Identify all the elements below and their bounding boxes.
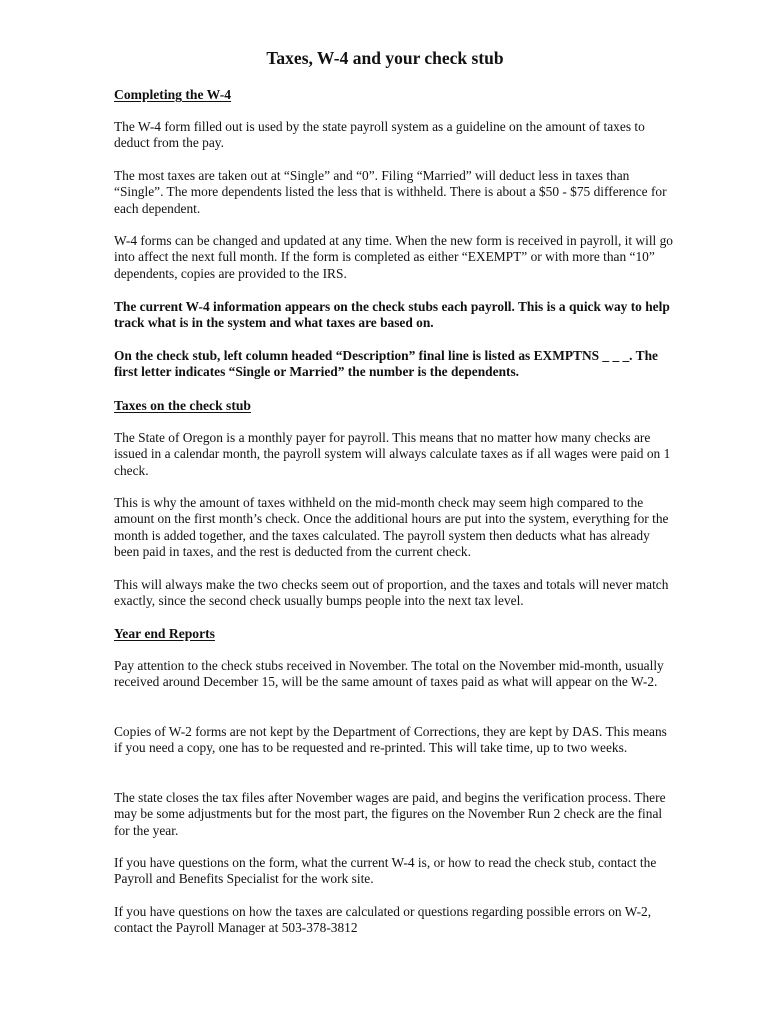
paragraph-bold: The current W-4 information appears on the check stubs each payroll. This is a quick way to help track what is in the system and what taxes are based on. — [114, 299, 670, 331]
paragraph: The W-4 form filled out is used by the state payroll system as a guideline on the amount of taxes to deduct from the pay. — [114, 119, 645, 151]
paragraph-bold: On the check stub, left column headed “Description” final line is listed as EXMPTNS _ _ _. The first letter indicates “Single or Married” the number is the dependents. — [114, 348, 658, 380]
section-heading-year-end-reports: Year end Reports — [114, 626, 215, 641]
paragraph: W-4 forms can be changed and updated at any time. When the new form is received in payroll, it will go into affect the next full month. If the form is completed as either “EXEMPT” or with more than “10” dependents, copies are provided to the IRS. — [114, 233, 674, 281]
paragraph: The most taxes are taken out at “Single” and “0”. Filing “Married” will deduct less in taxes than “Single”. The more dependents listed the less that is withheld. There is about a $50 - $75 difference for each dependent. — [114, 168, 667, 216]
paragraph: If you have questions on the form, what the current W-4 is, or how to read the check stub, contact the Payroll and Benefits Specialist for the work site. — [114, 855, 657, 887]
section-heading-completing-w4: Completing the W-4 — [114, 87, 232, 102]
paragraph: This is why the amount of taxes withheld on the mid-month check may seem high compared to the amount on the first month’s check. Once the additional hours are put into the system, everything for the month is added together, and the taxes calculated. The payroll system then deducts what has already been paid in taxes, and the rest is deducted from the current check. — [114, 495, 669, 560]
paragraph: If you have questions on how the taxes are calculated or questions regarding possible errors on W-2, contact the Payroll Manager at 503-378-3812 — [114, 904, 652, 936]
paragraph: This will always make the two checks seem out of proportion, and the taxes and totals will never match exactly, since the second check usually bumps people into the next tax level. — [114, 577, 669, 609]
paragraph: Pay attention to the check stubs received in November. The total on the November mid-month, usually received around December 15, will be the same amount of taxes paid as what will appear on the W-2. — [114, 658, 664, 690]
paragraph: The State of Oregon is a monthly payer for payroll. This means that no matter how many checks are issued in a calendar month, the payroll system will always calculate taxes as if all wages were paid on 1 check. — [114, 430, 671, 478]
page-title: Taxes, W-4 and your check stub — [266, 48, 504, 68]
paragraph: The state closes the tax files after November wages are paid, and begins the verification process. There may be some adjustments but for the most part, the figures on the November Run 2 check are the final for the year. — [114, 790, 666, 838]
section-heading-taxes-check-stub: Taxes on the check stub — [114, 398, 251, 413]
paragraph: Copies of W-2 forms are not kept by the Department of Corrections, they are kept by DAS. This means if you need a copy, one has to be requested and re-printed. This will take time, up to two weeks. — [114, 724, 667, 756]
